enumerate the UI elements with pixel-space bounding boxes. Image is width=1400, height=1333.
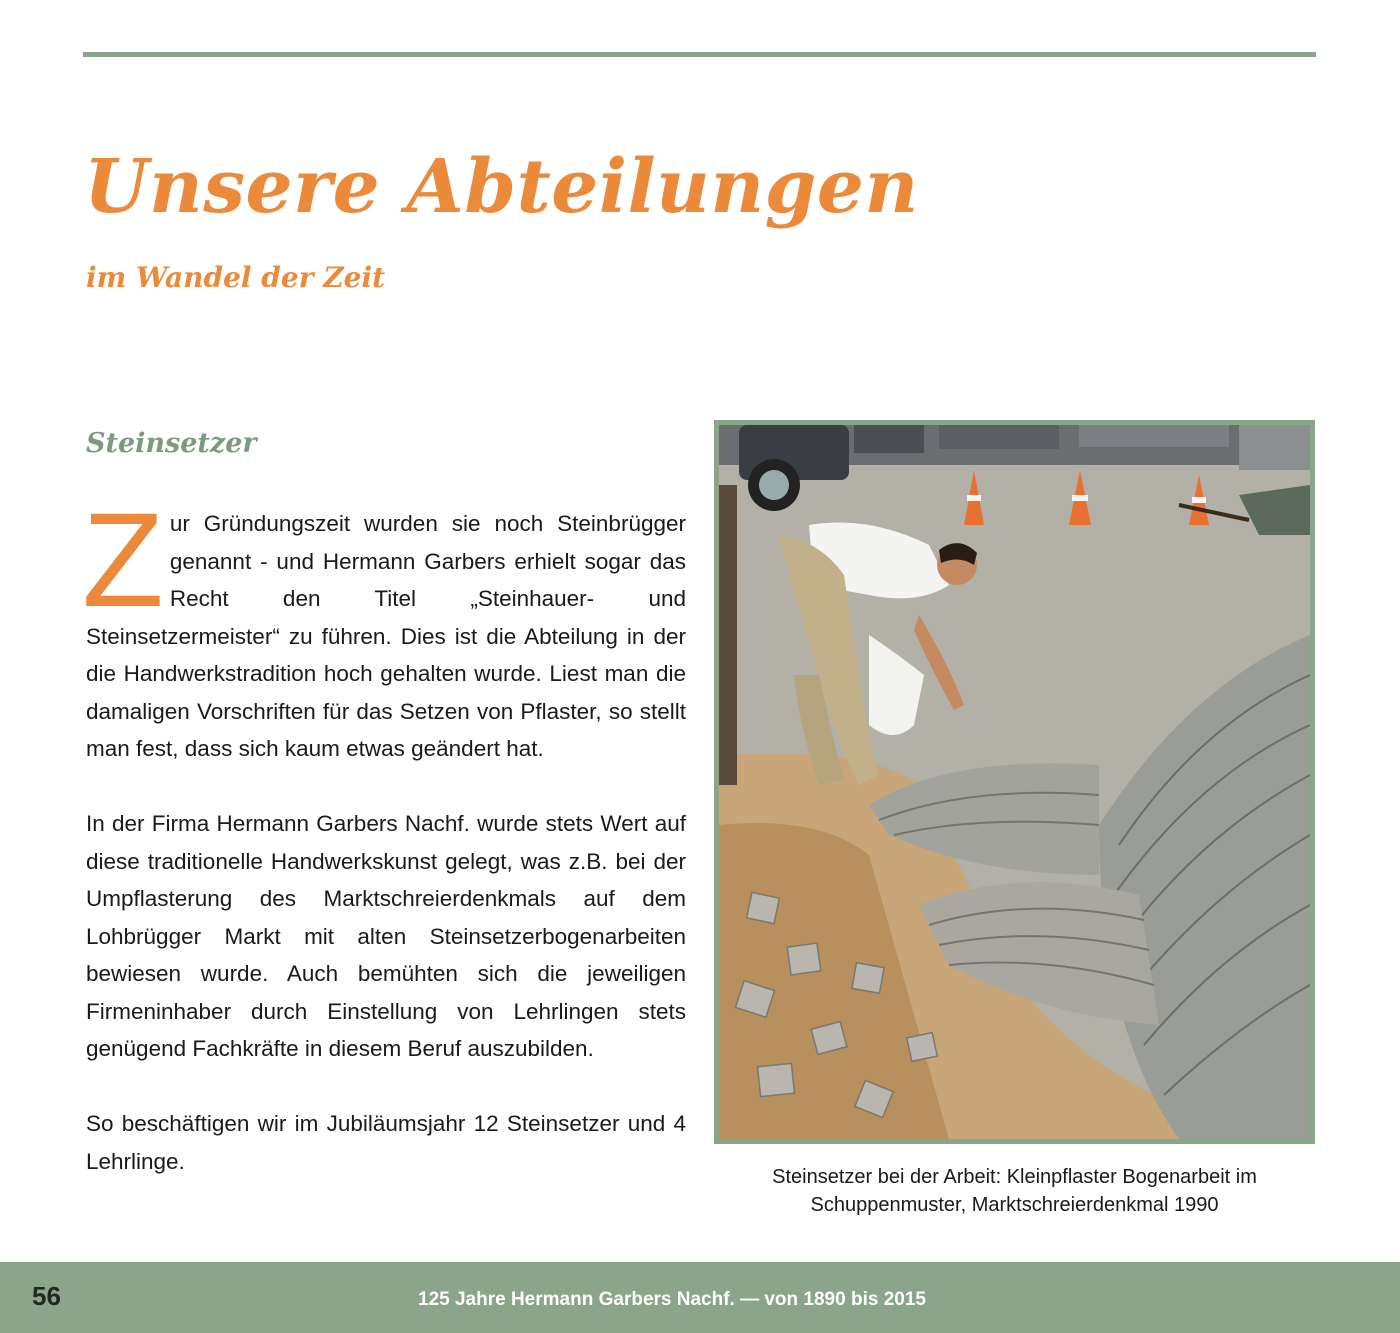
caption-line-2: Schuppenmuster, Marktschreierdenkmal 1990 (810, 1194, 1219, 1216)
paragraph-2: In der Firma Hermann Garbers Nachf. wurde stets Wert auf diese traditionelle Handwerkskunst gelegt, was z.B. bei der Umpflasterung des Marktschreierdenkmals auf dem Lohbrügger Markt mit alten Steinsetzerbogenarbeiten bewiesen wurde. Auch bemühten sich die jeweiligen Firmeninhaber durch Einstellung von Lehrlingen stets genügend Fachkräfte in diesem Beruf auszubilden. (86, 811, 686, 1061)
paragraph-gap (86, 768, 686, 806)
paragraph-3: So beschäftigen wir im Jubiläumsjahr 12 Steinsetzer und 4 Lehrlinge. (86, 1111, 686, 1174)
body-text-column (82, 486, 686, 1180)
photo-caption (714, 1163, 1315, 1219)
photo-stonemason-at-work (714, 420, 1315, 1144)
page-title: Unsere Abteilungen (84, 144, 919, 230)
photo-illustration (719, 425, 1310, 1139)
section-heading: Steinsetzer (86, 428, 257, 459)
page-subtitle: im Wandel der Zeit (86, 261, 386, 294)
caption-line-1: Steinsetzer bei der Arbeit: Kleinpflaster Bogenarbeit im (772, 1166, 1257, 1188)
drop-cap: Z (82, 486, 164, 635)
top-rule (83, 52, 1316, 57)
page-number: 56 (32, 1281, 61, 1311)
page-footer (0, 1262, 1400, 1333)
paragraph-1 (82, 486, 686, 768)
footer-text: 125 Jahre Hermann Garbers Nachf. — von 1890 bis 2015 (418, 1289, 926, 1310)
paragraph-1-text: ur Gründungszeit wurden sie noch Steinbrügger genannt - und Hermann Garbers erhielt sogar das Recht den Titel „Steinhauer- und Steinsetzermeister“ zu führen. Dies ist die Abteilung in der die Handwerkstradition hoch gehalten wurde. Liest man die damaligen Vorschriften für das Setzen von Pflaster, so stellt man fest, dass sich kaum etwas geändert hat. (86, 511, 686, 761)
paragraph-gap (86, 1068, 686, 1106)
